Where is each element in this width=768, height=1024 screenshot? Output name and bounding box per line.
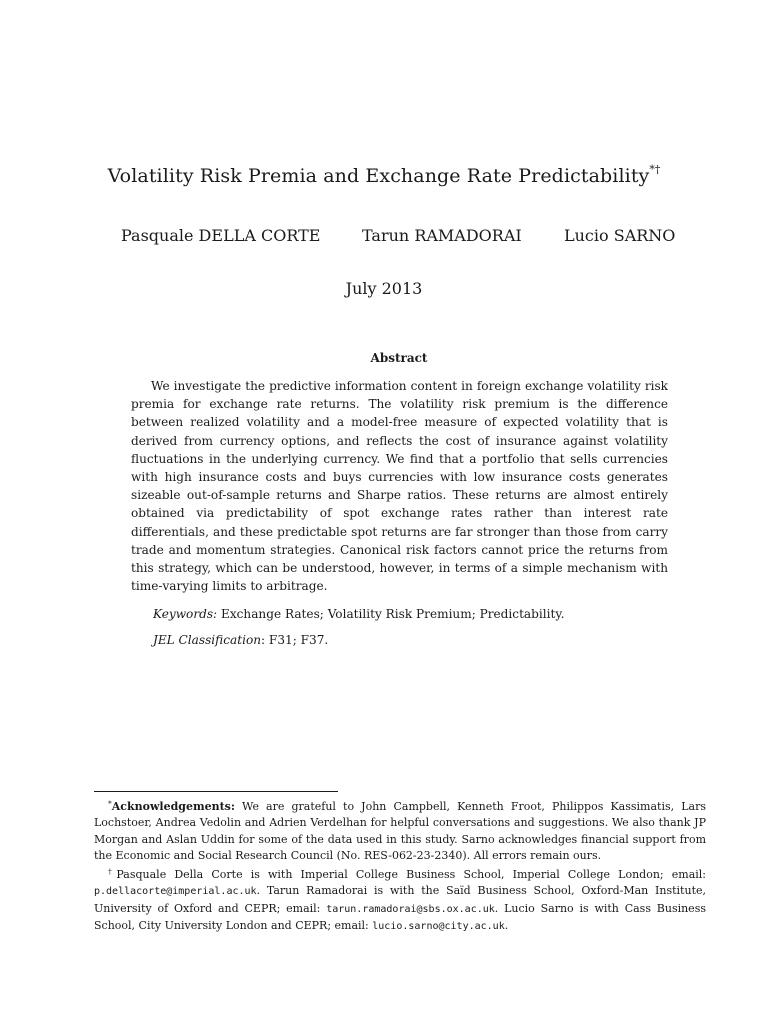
email-della-corte: p.dellacorte@imperial.ac.uk: [94, 886, 257, 898]
footnote-divider: [94, 791, 338, 792]
footnote-mark-star: *: [108, 799, 112, 808]
paper-title: [0, 156, 768, 190]
affiliation-text-2: . Tarun Ramadorai is with the Saïd Business School, Oxford-Man Institute, University of Oxford and CEPR; email:: [94, 884, 706, 915]
author-della-corte: Pasquale DELLA CORTE: [121, 226, 321, 245]
email-ramadorai: tarun.ramadorai@sbs.ox.ac.uk: [326, 903, 495, 915]
keywords-label: Keywords:: [153, 607, 218, 621]
jel-classification-line: [153, 631, 328, 649]
footnote-affiliations: [94, 864, 706, 935]
footnotes: [94, 796, 706, 935]
abstract-body: We investigate the predictive information content in foreign exchange volatility risk premia for exchange rate returns. The volatility risk premium is the difference between realized volatility and a model-free measure of expected volatility that is derived from currency options, and reflects the cost of insurance against volatility fluctuations in the underlying currency. We find that a portfolio that sells currencies with high insurance costs and buys currencies with low insurance costs generates sizeable out-of-sample returns and Sharpe ratios. These returns are almost entirely obtained via predictability of spot exchange rates rather than interest rate differentials, and these predictable spot returns are far stronger than those from carry trade and momentum strategies. Canonical risk factors cannot price the returns from this strategy, which can be understood, however, in terms of a simple mechanism with time-varying limits to arbitrage.: [131, 379, 668, 594]
affiliation-text-1: Pasquale Della Corte is with Imperial College Business School, Imperial College London; email:: [116, 868, 706, 882]
author-list: [0, 226, 768, 248]
acknowledgements-text: We are grateful to John Campbell, Kenneth Froot, Philippos Kassimatis, Lars Lochstoer, Andrea Vedolin and Adrien Verdelhan for helpful conversations and suggestions. We also thank JP Morgan and Aslan Uddin for some of the data used in this study. Sarno acknowledges financial support from the Economic and Social Research Council (No. RES-062-23-2340). All errors remain ours.: [94, 800, 706, 862]
jel-text: : F31; F37.: [261, 633, 329, 647]
abstract-heading: Abstract: [370, 351, 428, 365]
author-ramadorai: Tarun RAMADORAI: [362, 226, 522, 245]
footnote-acknowledgements: [94, 796, 706, 864]
paper-title-text: Volatility Risk Premia and Exchange Rate Predictability: [107, 165, 650, 187]
email-sarno: lucio.sarno@city.ac.uk: [372, 921, 505, 933]
footnote-mark-dagger: †: [108, 867, 117, 877]
keywords-line: [153, 605, 564, 623]
affiliation-text-3: . Lucio Sarno is with Cass Business School, City University London and CEPR; email:: [94, 901, 706, 933]
jel-label: JEL Classification: [153, 633, 262, 647]
keywords-text: Exchange Rates; Volatility Risk Premium; Predictability.: [221, 607, 565, 621]
author-sarno: Lucio SARNO: [564, 226, 676, 245]
title-footnote-marks: *†: [649, 163, 661, 176]
affiliation-text-4: .: [504, 919, 509, 933]
paper-date: July 2013: [345, 279, 423, 298]
acknowledgements-label: Acknowledgements:: [111, 800, 235, 813]
